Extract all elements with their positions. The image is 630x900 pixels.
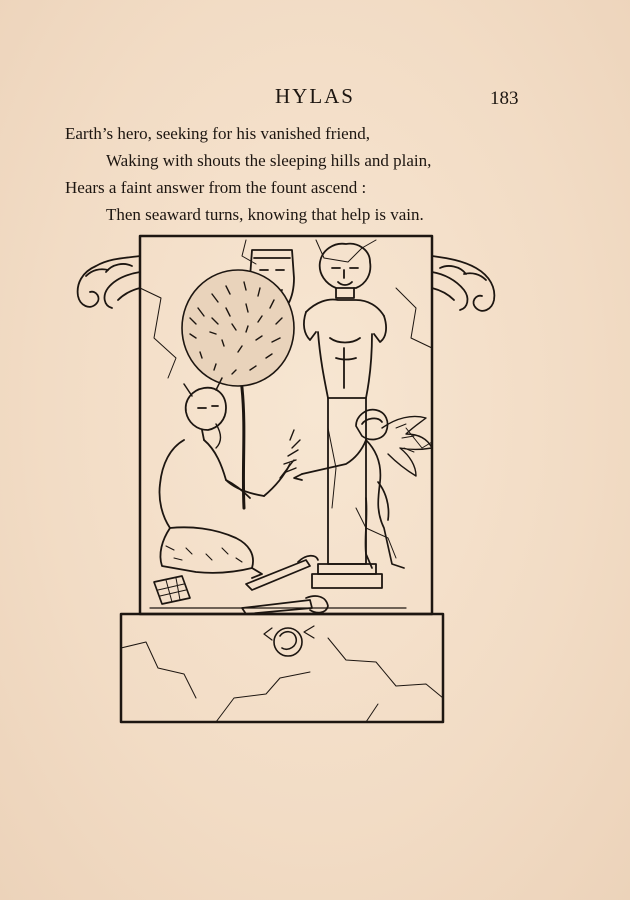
artist-monogram [264, 626, 314, 656]
seated-satyr [159, 378, 300, 578]
running-title: HYLAS [274, 84, 355, 108]
poem-stanza [65, 120, 565, 228]
poem-line-4: Then seaward turns, knowing that help is vain. [106, 205, 424, 224]
poem-line-1: Earth’s hero, seeking for his vanished friend, [65, 124, 370, 143]
left-bracket-ornament [78, 256, 140, 308]
herm-statue [304, 244, 386, 588]
right-bracket-ornament [432, 256, 494, 311]
poem-line-2: Waking with shouts the sleeping hills and plain, [106, 151, 432, 170]
page-number: 183 [490, 88, 519, 109]
woodcut-illustration [66, 228, 506, 728]
poem-line-3: Hears a faint answer from the fount ascend : [65, 178, 367, 197]
cupid-figure [294, 410, 432, 568]
